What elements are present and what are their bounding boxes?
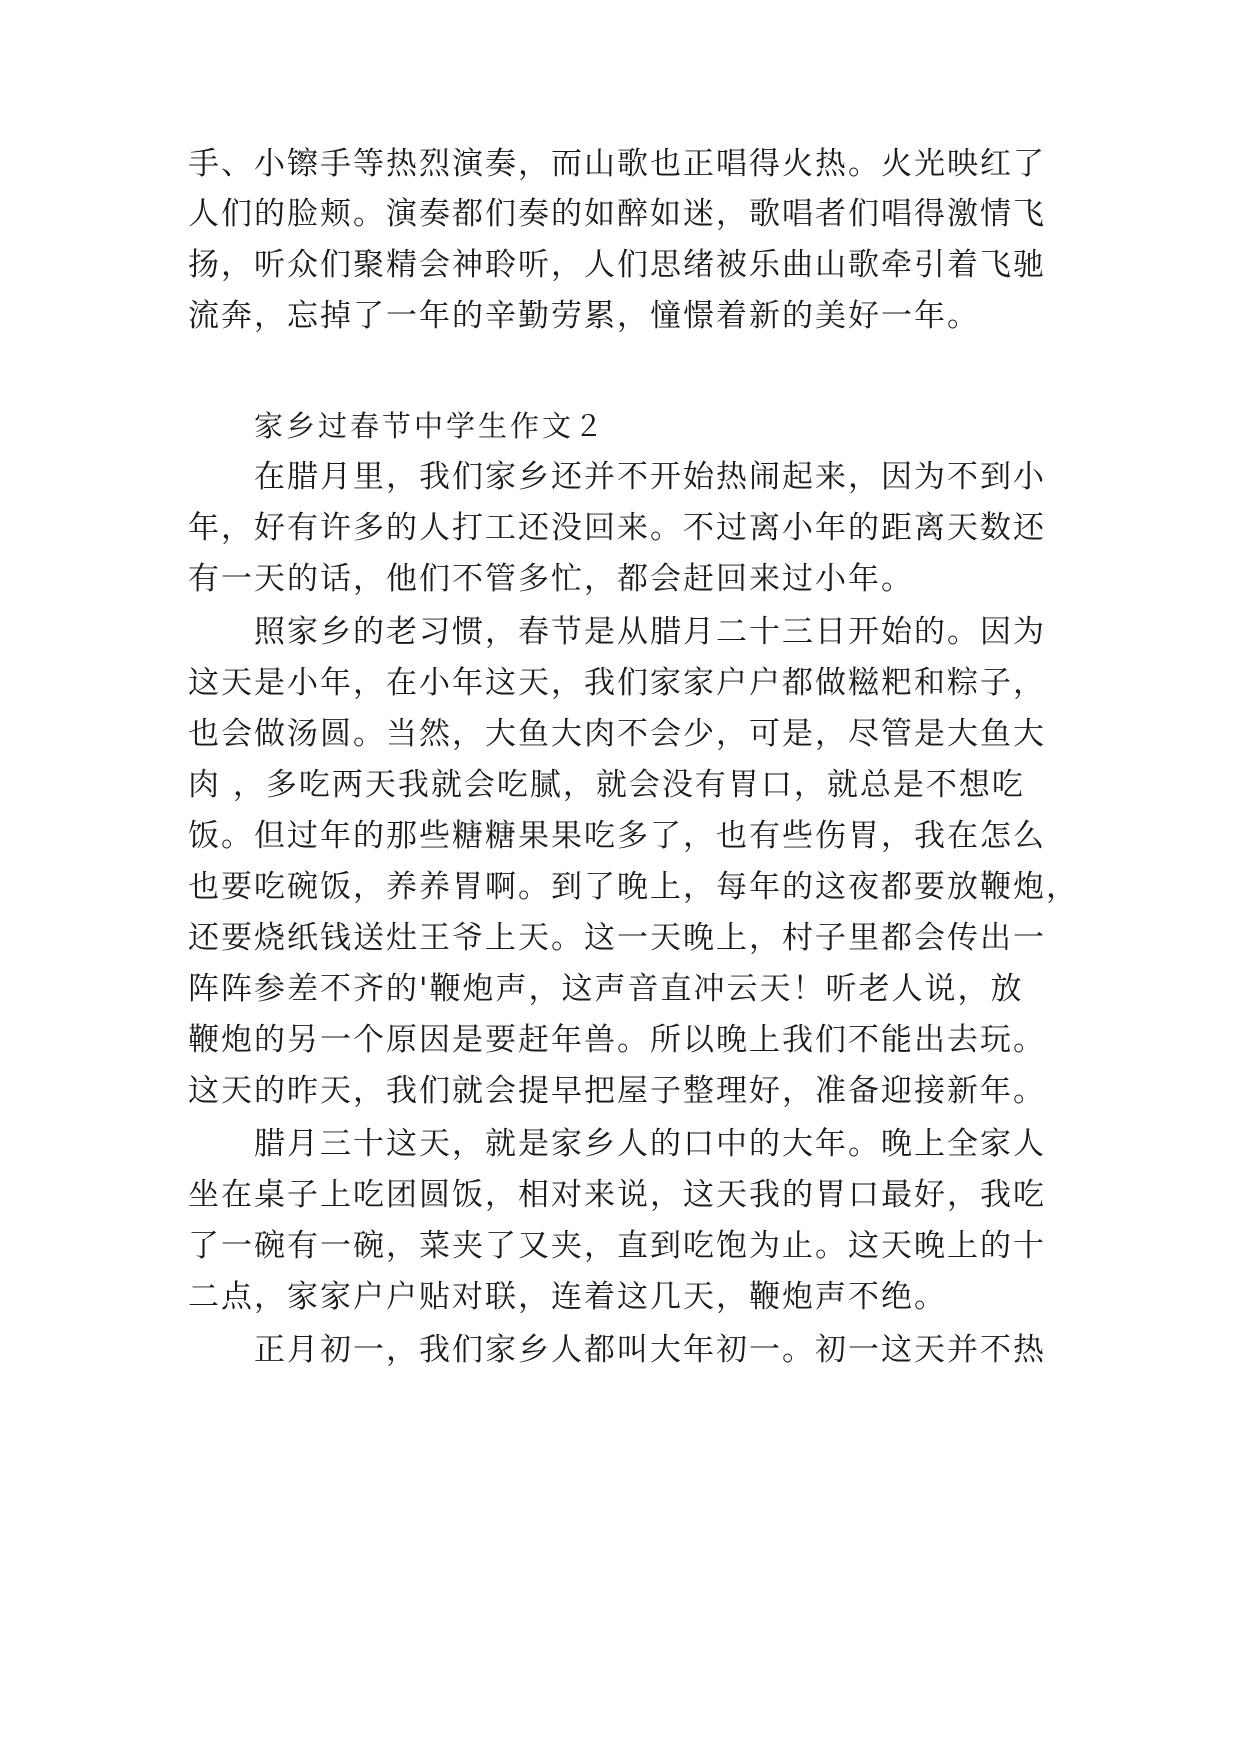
p2-line-9: 鞭炮的另一个原因是要赶年兽。所以晚上我们不能出去玩。 (188, 1022, 1046, 1058)
p2-line-8: 阵阵参差不齐的'鞭炮声，这声音直冲云天！听老人说，放 (188, 971, 1024, 1007)
p2-line-5: 饭。但过年的那些糖糖果果吃多了，也有些伤胃，我在怎么 (188, 818, 1046, 854)
intro-line-4: 流奔，忘掉了一年的辛勤劳累，憧憬着新的美好一年。 (188, 298, 980, 334)
p3-line-2: 坐在桌子上吃团圆饭，相对来说，这天我的胃口最好，我吃 (188, 1177, 1046, 1213)
p2-line-2: 这天是小年，在小年这天，我们家家户户都做糍粑和粽子， (188, 665, 1046, 701)
p1-line-2: 年，好有许多的人打工还没回来。不过离小年的距离天数还 (188, 510, 1046, 546)
p4-line-1: 正月初一，我们家乡人都叫大年初一。初一这天并不热 (254, 1332, 1046, 1368)
p1-line-1: 在腊月里，我们家乡还并不开始热闹起来，因为不到小 (254, 459, 1046, 495)
p1-line-3: 有一天的话，他们不管多忙，都会赶回来过小年。 (188, 561, 914, 597)
p2-line-6: 也要吃碗饭，养养胃啊。到了晚上，每年的这夜都要放鞭炮， (188, 869, 1079, 905)
section-title: 家乡过春节中学生作文２ (254, 409, 607, 443)
p2-line-4: 肉 ，多吃两天我就会吃腻，就会没有胃口，就总是不想吃 (188, 767, 1025, 803)
p3-line-4: 二点，家家户户贴对联，连着这几天，鞭炮声不绝。 (188, 1279, 947, 1315)
intro-line-1: 手、小镲手等热烈演奏，而山歌也正唱得火热。火光映红了 (188, 146, 1046, 182)
p2-line-7: 还要烧纸钱送灶王爷上天。这一天晚上，村子里都会传出一 (188, 920, 1046, 956)
p2-line-3: 也会做汤圆。当然，大鱼大肉不会少，可是，尽管是大鱼大 (188, 716, 1046, 752)
p3-line-3: 了一碗有一碗，菜夹了又夹，直到吃饱为止。这天晚上的十 (188, 1228, 1046, 1264)
p2-line-10: 这天的昨天，我们就会提早把屋子整理好，准备迎接新年。 (188, 1073, 1046, 1109)
p3-line-1: 腊月三十这天，就是家乡人的口中的大年。晚上全家人 (254, 1126, 1046, 1162)
p2-line-1: 照家乡的老习惯，春节是从腊月二十三日开始的。因为 (254, 614, 1046, 650)
intro-line-2: 人们的脸颊。演奏都们奏的如醉如迷，歌唱者们唱得激情飞 (188, 196, 1046, 232)
intro-line-3: 扬，听众们聚精会神聆听，人们思绪被乐曲山歌牵引着飞驰 (188, 247, 1046, 283)
